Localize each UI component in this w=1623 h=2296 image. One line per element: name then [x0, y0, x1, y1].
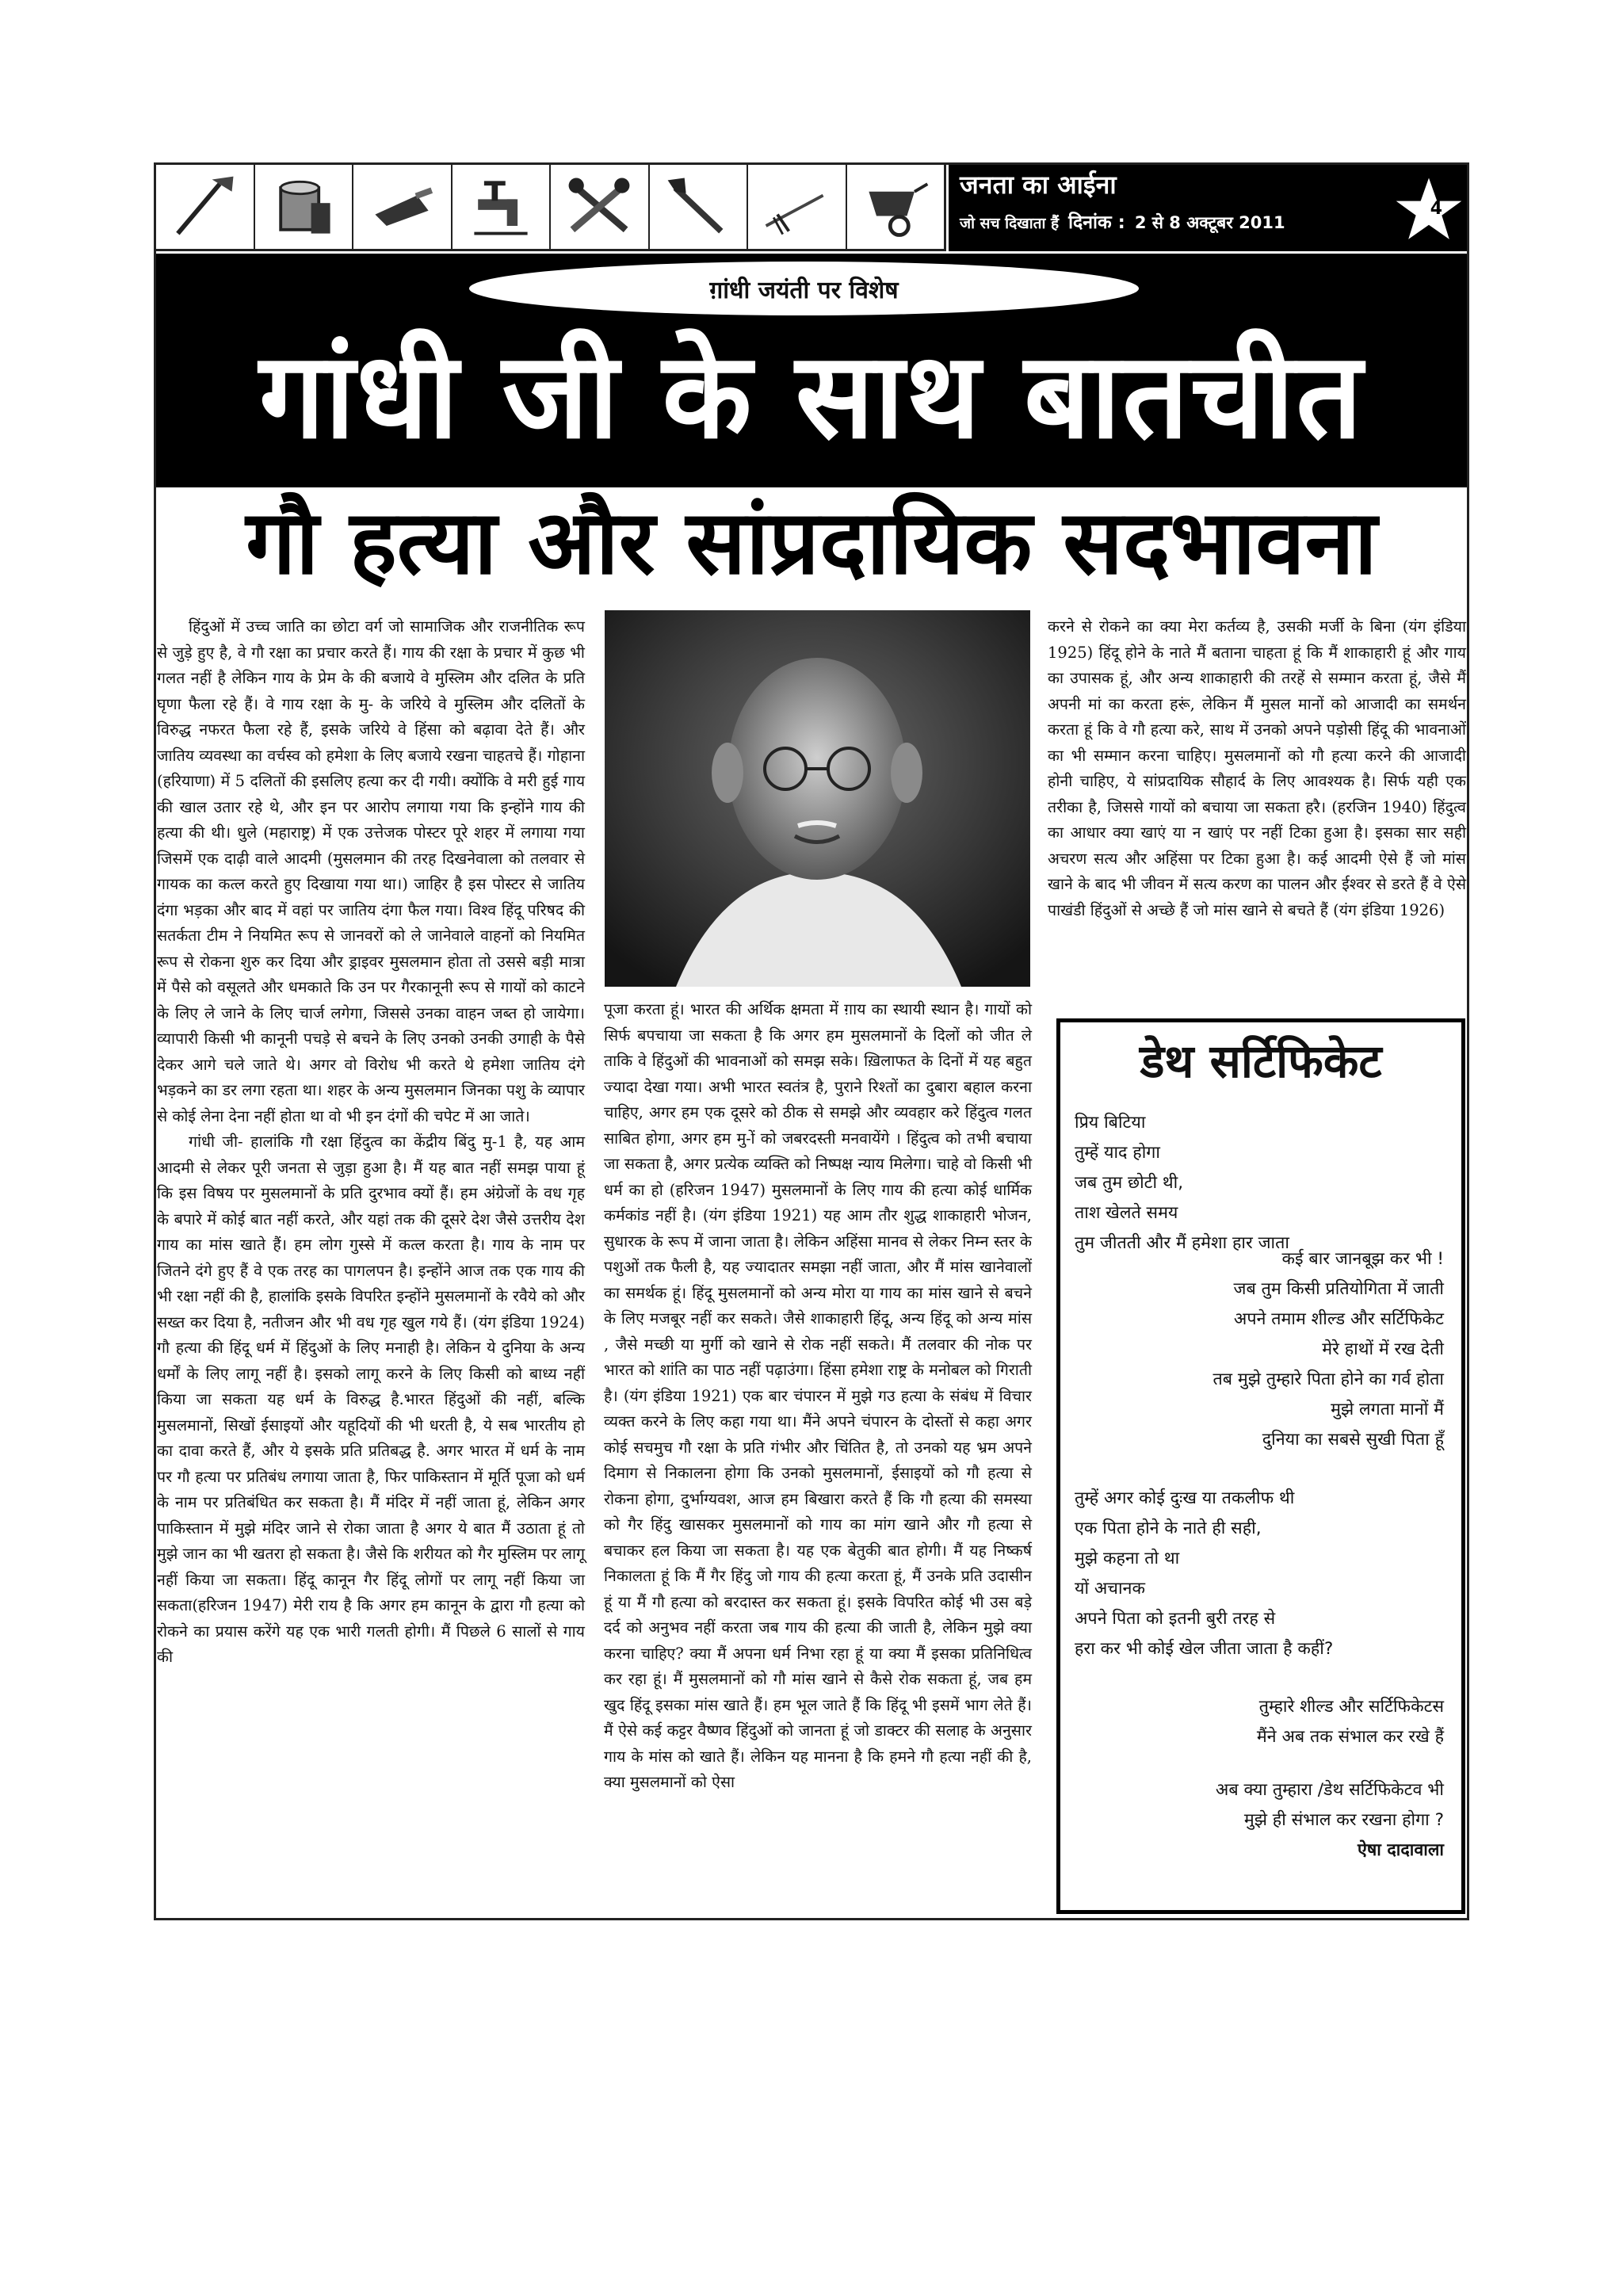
brand-name: जनता का आईना [960, 170, 1117, 200]
poem-stanza-4 [1257, 1692, 1444, 1752]
gandhi-photo [605, 610, 1030, 987]
tool-strip [154, 162, 946, 251]
poem-line: एक पिता होने के नाते ही सही, [1075, 1519, 1262, 1538]
poem-line: जब तुम किसी प्रतियोगिता में जाती [1233, 1279, 1444, 1299]
wheelbarrow-icon [847, 165, 945, 249]
poem-line: अब क्या तुम्हारा /डेथ सर्टिफिकेटव भी [1215, 1780, 1444, 1800]
poem-line: दुनिया का सबसे सुखी पिता हूँ [1262, 1430, 1444, 1450]
poem-line: प्रिय बिटिया [1075, 1113, 1146, 1133]
subheadline: गौ हत्या और सांप्रदायिक सदभावना [246, 491, 1377, 594]
poem-line: तुम्हारे शील्ड और सर्टिफिकेटस [1258, 1697, 1444, 1717]
poem-line: मेरे हाथों में रख देती [1322, 1339, 1444, 1359]
water-tap-icon [453, 165, 552, 249]
paragraph: पूजा करता हूं। भारत की अर्थिक क्षमता में ग़ाय का स्थायी स्थान है। गायों को सिर्फ बपचाया जा सकता है कि अगर हम मुसलमानों के दिलों को जीत ले ताकि वे हिंदुओं की भावनाओं को समझ सके। ख़िलाफत के दिनों में यह बहुत ज्यादा देखा गया। अभी भारत स्वतंत्र है, पुराने रिश्तों का दुबारा बहाल करना चाहिए, अगर हम एक दूसरे को ठीक से समझे और व्यवहार करे हिंदुत्व गलत साबित होगा, अगर हम मु-ों को जबरदस्ती मनवायेंगे । हिंदुत्व को तभी बचाया जा सकता है, अगर प्रत्येक व्यक्ति को निष्पक्ष न्याय मिलेगा। चाहे वो किसी भी धर्म का हो (हरिजन 1947) मुसलमानों के लिए गाय की हत्या कोई धार्मिक कर्मकांड नहीं है। (यंग इंडिया 1921) यह आम तौर शुद्ध शाकाहारी भोजन, सुधारक के रूप में जाना जाता है। लेकिन अहिंसा मानव से लेकर निम्न स्तर के पशुओं तक फैली है, यह ज्यादातर समझा नहीं जाता, और मैं मांस खानेवालों का समर्थक हूं। हिंदू मुसलमानों को अन्य मोरा या गाय का मांस खाने से बचने के लिए मजबूर नहीं कर सकते। जैसे शाकाहारी हिंदू, अन्य हिंदू को अन्य मांस , जैसे मच्छी या मुर्गी को खाने से रोक नहीं सकते। मैं तलवार की नोक पर भारत को शांति का पाठ नहीं पढ़ाउंगा। हिंसा हमेशा राष्ट्र के मनोबल को गिराती है। (यंग इंडिया 1921) एक बार चंपारन में मुझे गउ हत्या के संबंध में विचार व्यक्त करने के लिए कहा गया था। मैंने अपने चंपारन के दोस्तों से कहा अगर कोई सचमुच गौ रक्षा के प्रति गंभीर और चिंतित है, तो उनको यह भ्रम अपने दिमाग से निकालना होगा कि उनको मुसलमानों, ईसाइयों को गौ हत्या से रोकना होगा, दुर्भाग्यवश, आज हम बिखारा करते हैं कि गौ हत्या की समस्या को गैर हिंदु खासकर मुसलमानों को गाय का मांग खाने और गौ हत्या से बचाकर हल किया जा सकता है। यह एक बेतुकी बात होगी। मैं यह निष्कर्ष निकालता हूं कि मैं गैर हिंदु जो गाय की हत्या करता हूं, मैं उनके प्रति उदासीन हूं या मैं गौ हत्या को बरदास्त कर सकता हूं। इसके विपरित कोई भी उस बड़े दर्द को अनुभव नहीं करता जब गाय की हत्या की जाती है, लेकिन मुझे क्या करना चाहिए? क्या मैं अपना धर्म निभा रहा हूं या क्या मैं इसका प्रतिनिधित्व कर रहा हूं। मैं मुसलमानों को गौ मांस खाने से कैसे रोक सकता हूं, जब हम खुद हिंदू इसका मांस खाते हैं। हम भूल जाते हैं कि हिंदू भी इसमें भाग लेते हैं। मैं ऐसे कई कट्टर वैष्णव हिंदुओं को जानता हूं जो डाक्टर की सलाह के अनुसार गाय के मांस को खाते हैं। लेकिन यह मानना है कि हमने गौ हत्या नहीं की है, क्या मुसलमानों को ऐसा [604, 1000, 1032, 1791]
paragraph: गांधी जी- हालांकि गौ रक्षा हिंदुत्व का केंद्रीय बिंदु मु-1 है, यह आम आदमी से लेकर पूरी जनता से जुड़ा हुआ है। मैं यह बात नहीं समझ पाया हूं कि इस विषय पर मुसलमानों के प्रति दुरभाव क्यों हैं। हम अंग्रेजों के वध गृह के बपारे में कोई बात नहीं करते, और यहां तक की दूसरे देश जैसे उत्तरीय देश गाय का मांस खाते हैं। हम लोग गुस्से में कत्ल करता है। गाय के नाम पर जितने दंगे हुए हैं वे एक तरह का पागलपन है। इन्होंने आज तक एक गाय की भी रक्षा नहीं की है, हालांकि इसके विपरित इन्होंने मुसलमानों के रवैये को और सख्त कर दिया है, नतीजन और भी वध गृह खुल गये हैं। (यंग इंडिया 1924) गौ हत्या की हिंदू धर्म में हिंदुओं के लिए मनाही है। लेकिन ये दुनिया के अन्य धर्मों के लिए लागू नहीं है। इसको लागू करने के लिए किसी को बाध्य नहीं किया जा सकता यह धर्म के विरुद्ध है.भारत हिंदुओं की नहीं, बल्कि मुसलमानों, सिखों ईसाइयों और यहूदियों की भी धरती है, ये सब भारतीय हो का दावा करते हैं, और ये इसके प्रति प्रतिबद्ध है. अगर भारत में धर्म के नाम पर गौ हत्या पर प्रतिबंध लगाया जाता है, फिर पाकिस्तान में मूर्ति पूजा को धर्म के नाम पर प्रतिबंधित कर सकता है। मैं मंदिर में नहीं जाता हूं, लेकिन अगर पाकिस्तान में मुझे मंदिर जाने से रोका जाता है अगर ये बात मैं उठाता हूं तो मुझे जान का भी खतरा हो सकता है। जैसे कि शरीयत को गैर मुस्लिम पर लागू नहीं किया जा सकता। हिंदू कानून गैर हिंदू लोगों पर लागू नहीं किया जा सकता(हरिजन 1947) मेरी राय है कि अगर हम कानून के द्वारा गौ हत्या को रोकने का प्रयास करेंगे यह एक भारी गलती होगी। मैं पिछले 6 सालों से गाय की [157, 1133, 585, 1666]
kicker: ग़ांधी जयंती पर विशेष [709, 276, 899, 304]
brand-tagline: जो सच दिखाता हैं [960, 215, 1060, 232]
crossed-tools-icon [551, 165, 650, 249]
article-column-1 [157, 614, 585, 1671]
death-certificate-box [1056, 1018, 1465, 1914]
poem-line: मुझे ही संभाल कर रखना होगा ? [1243, 1810, 1444, 1830]
poem-line: अपने पिता को इतनी बुरी तरह से [1075, 1609, 1276, 1629]
pipe-wrench-icon [650, 165, 749, 249]
poem-title: डेथ सर्टिफिकेट [1140, 1034, 1382, 1088]
hoe-icon [156, 165, 255, 249]
poem-line: हरा कर भी कोई खेल जीता जाता है कहीं? [1075, 1639, 1334, 1659]
star-icon [1395, 175, 1463, 243]
headline: गांधी जी के साथ बातचीत [259, 327, 1364, 465]
poem-line: यों अचानक [1075, 1579, 1145, 1599]
poem-line: मुझे कहना तो था [1075, 1549, 1180, 1568]
portrait-icon [605, 610, 1030, 987]
poem-line: मुझे लगता मानों मैं [1331, 1400, 1444, 1419]
poem-stanza-3 [1075, 1484, 1333, 1664]
poem-line: जब तुम छोटी थी, [1075, 1173, 1184, 1193]
article-column-2 [604, 997, 1032, 1796]
issue-date: 2 से 8 अक्टूबर 2011 [1134, 213, 1285, 232]
paint-bucket-icon [255, 165, 354, 249]
paragraph: करने से रोकने का क्या मेरा कर्तव्य है, उसकी मर्जी के बिना (यंग इंडिया 1925) हिंदू होने के नाते मैं बताना चाहता हूं कि मैं शाकाहारी हूं और गाय का उपासक हूं, और अन्य शाकाहारी की तरहें से सम्मान करता हूं, जैसे मैं अपनी मां का करता हरूं, लेकिन मैं मुसल मानों को आजादी का समर्थन करता हूं कि वे गौ हत्या करे, साथ में उनको अपने पड़ोसी हिंदू की भावनाओं का भी सम्मान करना चाहिए। मुसलमानों को गौ हत्या करने की आजादी होनी चाहिए, ये सांप्रदायिक सौहार्द के लिए आवश्यक है। सिर्फ यही एक तरीका है, जिससे गायों को बचाया जा सकता हरै। (हरजिन 1940) हिंदुत्व का आधार क्या खाएं या न खाएं पर नहीं टिका हुआ है। इसका सार सही अचरण सत्य और अहिंसा पर टिका हुआ है। कई आदमी ऐसे हैं जो मांस खाने के बाद भी जीवन में सत्य करण का पालन और ईश्वर से डरते हैं वे ऐसे पाखंडी हिंदुओं से अच्छे हैं जो मांस खाने से बचते हैं (यंग इंडिया 1926) [1048, 617, 1466, 919]
poem-line: अपने तमाम शील्ड और सर्टिफिकेट [1233, 1309, 1444, 1329]
article-column-3 [1048, 614, 1466, 923]
poem-author: ऐषा दादावाला [1357, 1840, 1444, 1860]
poem-line: तुम्हें याद होगा [1075, 1143, 1160, 1163]
poem-stanza-5 [1216, 1775, 1444, 1866]
paragraph: हिंदुओं में उच्च जाति का छोटा वर्ग जो सामाजिक और राजनीतिक रूप से जुड़े हुए है, वे गौ रक्षा का प्रचार करते हैं। गाय की रक्षा के प्रचार में कुछ भी गलत नहीं है लेकिन गाय के प्रेम के की बजाये वे मुस्लिम और दलित के प्रति घृणा फैला रहे हैं। वे गाय रक्षा के मु- के जरिये वे मुस्लिम और दलितों के विरुद्ध नफरत फैला रहे हैं, इसके जरिये वे हिंसा को बढ़ावा देते हैं। और जातिय व्यवस्था का वर्चस्व को हमेशा के लिए बजाये रखना चाहतचे हैं। गोहाना (हरियाणा) में 5 दलितों की इसलिए हत्या कर दी गयी। क्योंकि वे मरी हुई गाय की खाल उतार रहे थे, और इन पर आरोप लगाया गया कि इन्होंने गाय की हत्या की थी। धुले (महाराष्ट्र) में एक उत्तेजक पोस्टर पूरे शहर में लगाया गया जिसमें एक दाढ़ी वाले आदमी (मुसलमान की तरह दिखनेवाला को तलवार से गायक का कत्ल करते हुए दिखाया गया था।) जाहिर है इस पोस्टर से जातिय दंगा भड़का और बाद में वहां पर जातिय दंगा फैल गया। विश्व हिंदू परिषद की सतर्कता टीम ने नियमित रूप से जानवरों को ले जानेवाले वाहनों को नियमित रूप से रोकना शुरु कर दिया और ड्राइवर मुसलमान होता तो उससे बड़ी मात्रा में पैसे को वसूलते और धमकाते कि उन पर गैरकानूनी रूप से गायों को काटने के लिए ले जाने के लिए चार्ज लगेगा, जिससे उनका वाहन जब्त हो जायेगा। व्यापारी किसी भी कानूनी पचड़े से बचने के लिए उनको उनकी उगाही के पैसे देकर आगे चले जाते थे। अगर वो विरोध भी करते थे हमेशा जातिय दंगे भड़कने का डर लगा रहता था। शहर के अन्य मुसलमान जिनका पशु के व्यापार से कोई लेना देना नहीं होता था वो भी इन दंगों की चपेट में आ जाते। [157, 617, 585, 1125]
poem-line: तुम जीतती और मैं हमेशा हार जाता [1075, 1233, 1289, 1253]
trowel-icon [353, 165, 453, 249]
poem-line: तब मुझे तुम्हारे पिता होने का गर्व होता [1212, 1370, 1444, 1389]
poem-line: मैंने अब तक संभाल कर रखे हैं [1256, 1727, 1444, 1747]
poem-stanza-1 [1075, 1108, 1289, 1259]
poem-stanza-2 [1213, 1244, 1444, 1455]
kicker-oval [469, 262, 1139, 315]
brand-box [949, 162, 1469, 251]
poem-line: कई बार जानबूझ कर भी ! [1281, 1249, 1444, 1269]
rake-icon [748, 165, 847, 249]
poem-line: तुम्हें अगर कोई दुःख या तकलीफ थी [1075, 1488, 1295, 1508]
poem-line: ताश खेलते समय [1075, 1203, 1178, 1223]
page-number: 4 [1430, 199, 1442, 219]
date-label: दिनांक : [1068, 212, 1125, 233]
